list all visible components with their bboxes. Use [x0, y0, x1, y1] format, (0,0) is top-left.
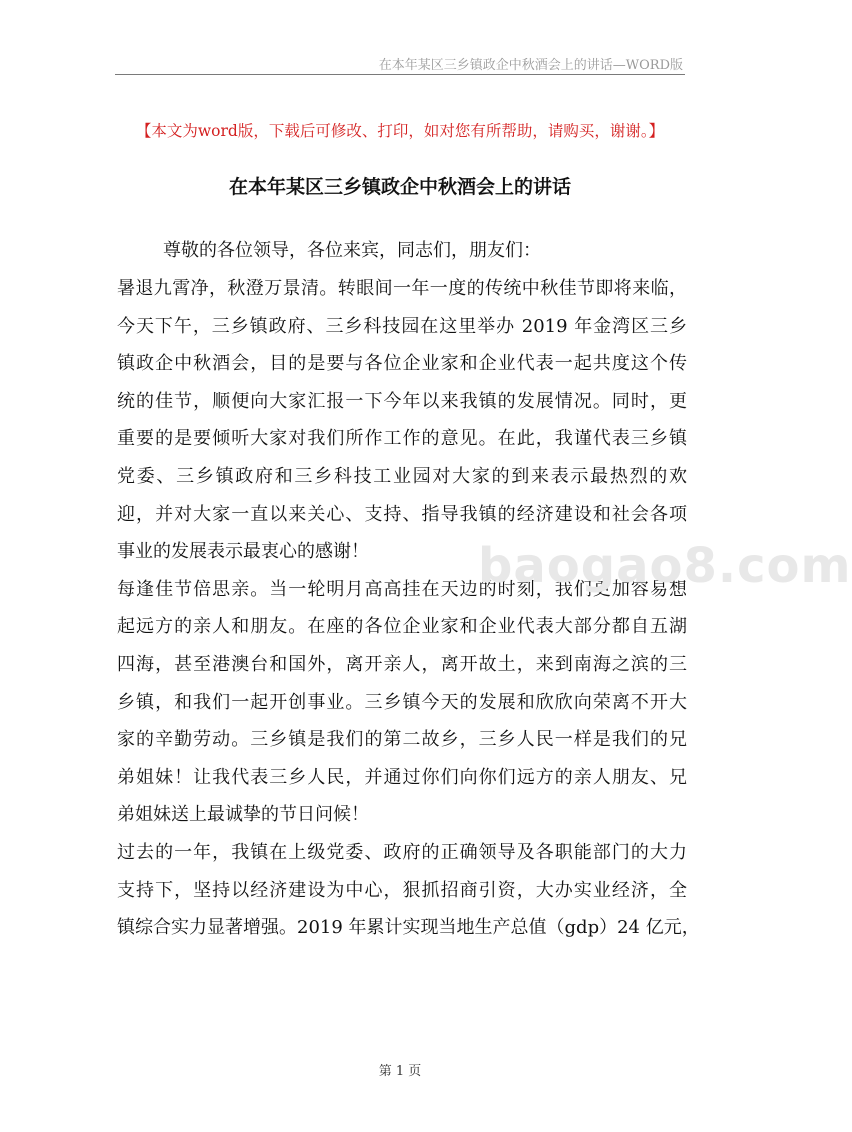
text-line: 弟姐妹送上最诚挚的节日问候！ — [117, 804, 369, 826]
text-line: 镇政企中秋酒会，目的是要与各位企业家和企业代表一起共度这个传 — [117, 353, 687, 375]
paragraph-3 — [117, 834, 700, 947]
watermark: baogao8.com — [478, 538, 852, 594]
text-line: 镇综合实力显著增强。2019 年累计实现当地生产总值（gdp）24 亿元， — [117, 917, 700, 939]
page-number: 第 1 页 — [378, 1064, 422, 1079]
text-line: 弟姐妹！让我代表三乡人民，并通过你们向你们远方的亲人朋友、兄 — [117, 766, 687, 788]
paragraph-2 — [117, 571, 687, 834]
text-line: 四海，甚至港澳台和国外，离开亲人，离开故土，来到南海之滨的三 — [117, 653, 687, 675]
text-line: 今天下午，三乡镇政府、三乡科技园在这里举办 2019 年金湾区三乡 — [117, 315, 687, 337]
paragraph-1 — [117, 270, 687, 571]
text-line: 事业的发展表示最衷心的感谢！ — [117, 541, 369, 563]
download-notice: 【本文为word版，下载后可修改、打印，如对您有所帮助，请购买，谢谢。】 — [135, 122, 665, 140]
text-line: 党委、三乡镇政府和三乡科技工业园对大家的到来表示最热烈的欢 — [117, 465, 687, 487]
page-header — [115, 52, 685, 75]
text-line: 暑退九霄净，秋澄万景清。转眼间一年一度的传统中秋佳节即将来临， — [117, 278, 687, 299]
text-line: 迎，并对大家一直以来关心、支持、指导我镇的经济建设和社会各项 — [117, 503, 687, 525]
text-line: 重要的是要倾听大家对我们所作工作的意见。在此，我谨代表三乡镇 — [117, 428, 687, 450]
text-line: 过去的一年，我镇在上级党委、政府的正确领导及各职能部门的大力 — [117, 841, 687, 863]
document-body — [117, 270, 700, 947]
text-line: 统的佳节，顺便向大家汇报一下今年以来我镇的发展情况。同时，更 — [117, 390, 687, 412]
document-title: 在本年某区三乡镇政企中秋酒会上的讲话 — [228, 176, 571, 198]
text-line: 家的辛勤劳动。三乡镇是我们的第二故乡，三乡人民一样是我们的兄 — [117, 729, 687, 751]
text-line: 支持下，坚持以经济建设为中心，狠抓招商引资，大办实业经济，全 — [117, 879, 687, 901]
text-line: 每逢佳节倍思亲。当一轮明月高高挂在天边的时刻，我们更加容易想 — [117, 578, 687, 600]
text-line: 乡镇，和我们一起开创事业。三乡镇今天的发展和欣欣向荣离不开大 — [117, 691, 687, 713]
header-title: 在本年某区三乡镇政企中秋酒会上的讲话—WORD版 — [378, 58, 683, 73]
salutation: 尊敬的各位领导，各位来宾，同志们，朋友们： — [163, 240, 541, 261]
text-line: 起远方的亲人和朋友。在座的各位企业家和企业代表大部分都自五湖 — [117, 616, 687, 638]
